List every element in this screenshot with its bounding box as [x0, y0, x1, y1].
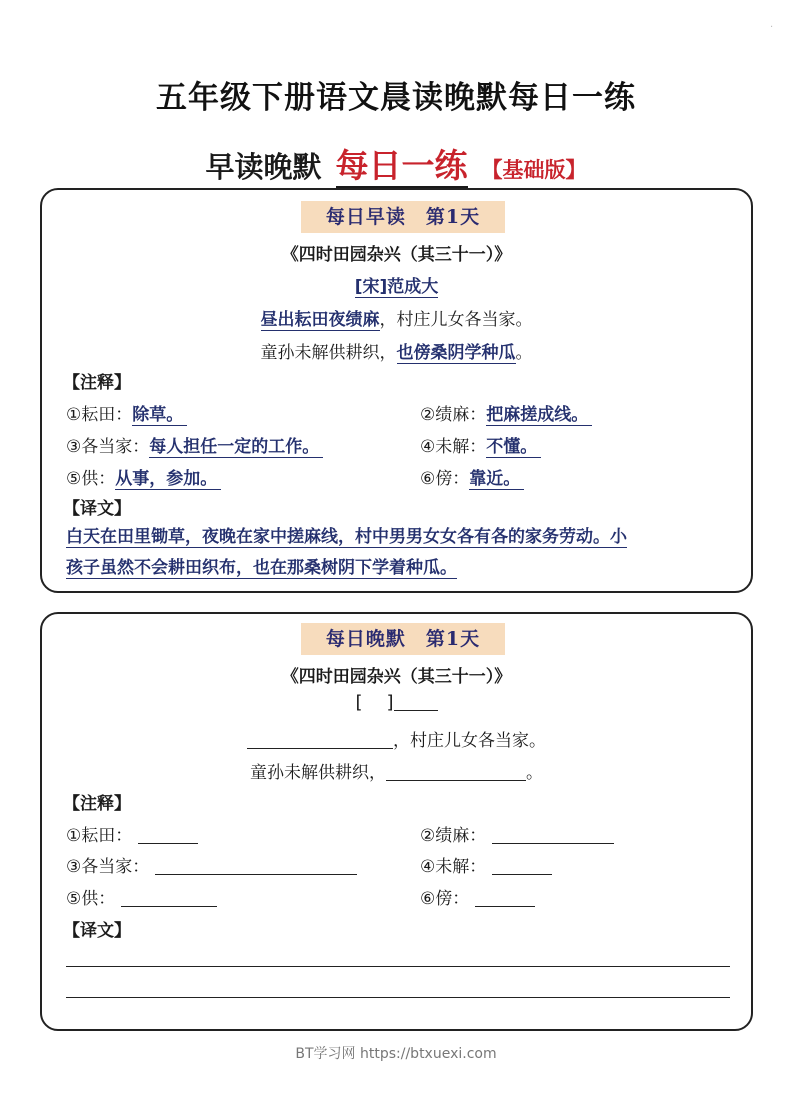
evening-banner: 每日晚默 第1天 — [301, 623, 505, 655]
note1-blank[interactable] — [138, 825, 198, 844]
morning-note-5: ⑤供：从事，参加。 — [66, 464, 221, 489]
note3-blank[interactable] — [155, 856, 357, 875]
morning-note-1: ①耘田：除草。 — [66, 400, 187, 425]
morning-dynasty: [宋] — [354, 277, 388, 297]
evening-notes-label: 【注释】 — [63, 794, 131, 814]
evening-note-2: ②绩麻： — [420, 821, 614, 846]
evening-poem-title: 《四时田园杂兴（其三十一）》 — [281, 667, 512, 687]
morning-translation — [66, 522, 730, 584]
evening-line1-tail: ，村庄儿女各当家。 — [393, 731, 546, 751]
morning-poem-line-1 — [40, 305, 753, 330]
morning-line2-end: 。 — [515, 343, 533, 363]
evening-poem-line-1 — [40, 726, 753, 751]
subtitle-part3: 【基础版】 — [481, 157, 587, 182]
dynasty-bracket-blank[interactable]: [ ] — [355, 692, 394, 713]
morning-note-3: ③各当家：每人担任一定的工作。 — [66, 432, 323, 457]
note6-blank[interactable] — [475, 888, 535, 907]
subtitle-part2: 每日一练 — [336, 146, 468, 188]
note2-blank[interactable] — [492, 825, 614, 844]
translation-blank-line-1[interactable] — [66, 966, 730, 967]
morning-line2-answer: 也傍桑阴学种瓜 — [396, 343, 516, 363]
evening-poem-line-2 — [40, 758, 753, 783]
morning-translation-label: 【译文】 — [63, 499, 131, 519]
morning-poem-title: 《四时田园杂兴（其三十一）》 — [281, 245, 512, 265]
morning-note-2: ②绩麻：把麻搓成线。 — [420, 400, 592, 425]
evening-line2-tail: 。 — [526, 763, 543, 783]
morning-line2-head: 童孙未解供耕织， — [260, 343, 397, 363]
morning-author-line — [40, 272, 753, 297]
line1-blank[interactable] — [247, 730, 393, 749]
morning-note-4: ④未解：不懂。 — [420, 432, 541, 457]
subtitle — [0, 140, 792, 187]
footer-watermark: BT学习网 https://btxuexi.com — [295, 1046, 497, 1062]
morning-note-6: ⑥傍：靠近。 — [420, 464, 524, 489]
evening-note-3: ③各当家： — [66, 852, 357, 877]
evening-note-5: ⑤供： — [66, 884, 217, 909]
note5-blank[interactable] — [121, 888, 217, 907]
morning-translation-line1: 白天在田里锄草，夜晚在家中搓麻线，村中男男女女各有各的家务劳动。小 — [66, 527, 627, 547]
line2-blank[interactable] — [386, 762, 526, 781]
morning-notes-label: 【注释】 — [63, 373, 131, 393]
evening-line2-head: 童孙未解供耕织， — [250, 763, 386, 783]
note4-blank[interactable] — [492, 856, 552, 875]
morning-line1-rest: ，村庄儿女各当家。 — [379, 310, 533, 330]
morning-banner: 每日早读 第1天 — [301, 201, 505, 233]
evening-note-6: ⑥傍： — [420, 884, 535, 909]
author-blank[interactable] — [394, 692, 438, 711]
evening-note-4: ④未解： — [420, 852, 552, 877]
page-title: 五年级下册语文晨读晚默每日一练 — [156, 80, 636, 116]
morning-translation-line2: 孩子虽然不会耕田织布，也在那桑树阴下学着种瓜。 — [66, 558, 457, 578]
subtitle-part1: 早读晚默 — [205, 150, 322, 184]
morning-author: 范成大 — [387, 277, 439, 297]
morning-poem-line-2 — [40, 338, 753, 363]
evening-author-blank — [40, 692, 753, 713]
corner-dot: · — [770, 22, 774, 33]
evening-note-1: ①耘田： — [66, 821, 198, 846]
evening-translation-label: 【译文】 — [63, 921, 131, 941]
translation-blank-line-2[interactable] — [66, 997, 730, 998]
morning-line1-answer: 昼出耘田夜绩麻 — [260, 310, 380, 330]
